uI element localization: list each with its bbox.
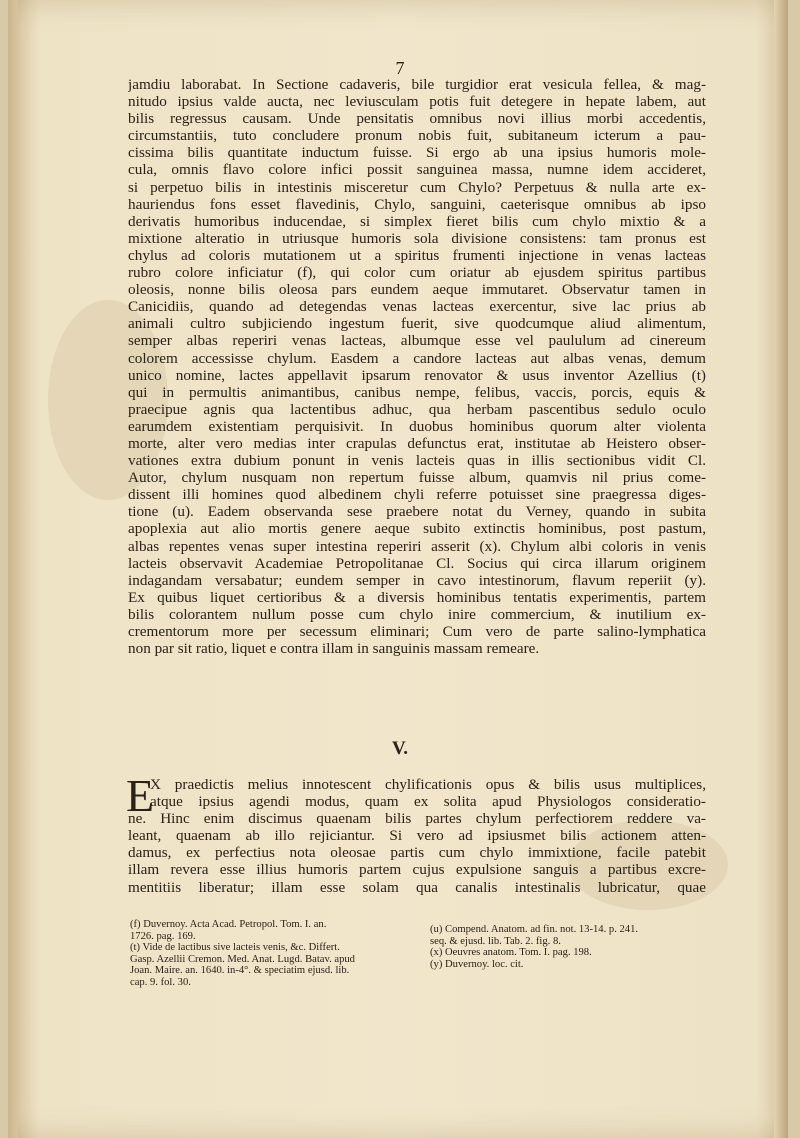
footnote-line: 1726. pag. 169. — [130, 930, 196, 942]
footnote-line: cap. 9. fol. 30. — [130, 976, 191, 988]
text-line: derivatis humoribus inducendae, si simplex fieret bilis cum chylo mixtio & a — [128, 212, 706, 230]
text-line: atque ipsius agendi modus, quam ex solita apud Physiologos consideratio- — [150, 793, 706, 811]
text-line: nitudo ipsius valde aucta, nec leviusculam potis fuit detegere in hepate labem, aut — [128, 93, 706, 111]
text-line: damus, ex perfectius nota oleosae partis cum chylo immixtione, facile patebit — [128, 844, 706, 862]
text-line: Ex quibus liquet certioribus & a diversis hominibus tentatis experimentis, partem — [128, 588, 706, 606]
footnote-line: seq. & ejusd. lib. Tab. 2. fig. 8. — [430, 935, 561, 947]
text-line: oleosis, nonne bilis oleosa pars eundem aeque immutaret. Observatur tamen in — [128, 281, 706, 299]
text-line: dissent illi homines quod albedinem chyli referre potuisset sine praegressa diges- — [128, 486, 706, 504]
text-line: albas repentes venas super intestina reperiri asserit (x). Chylum albi coloris in venis — [128, 537, 706, 555]
text-line: ne. Hinc enim discimus quaenam bilis partes chylum perfectiorem reddere va- — [128, 810, 706, 828]
text-line: earumdem existentiam perquisivit. In duobus hominibus quorum alter violenta — [128, 417, 706, 435]
footnote-line: (x) Oeuvres anatom. Tom. I. pag. 198. — [430, 947, 592, 959]
footnote-line: (f) Duvernoy. Acta Acad. Petropol. Tom. I. an. — [130, 919, 327, 930]
text-line: bilis colorantem nullum posse cum chylo inire commercium, & inutilium ex- — [128, 605, 706, 623]
text-line: crementorum more per secessum eliminari; Cum vero de parte salino-lymphatica — [128, 623, 706, 640]
text-line: semper albas reperiri venas lacteas, albumque esse vel paululum ad cinereum — [128, 332, 706, 350]
footnote-line: Joan. Maire. an. 1640. in-4°. & speciatim ejusd. lib. — [130, 965, 350, 977]
body-text — [128, 76, 706, 657]
text-line: si perpetuo bilis in intestinis misceretur cum Chylo? Perpetuus & nulla arte ex- — [128, 178, 706, 196]
text-line: tione (u). Eadem observanda sese praebere notat du Verney, quando in subita — [128, 503, 706, 521]
text-line: leant, quaenam ab illo rejiciantur. Si vero ad ipsiusmet bilis actionem atten- — [128, 827, 706, 845]
text-line: cula, omnis flavo colore infici possit sanguinea massa, numne idem accideret, — [128, 161, 706, 179]
footnote-line: (t) Vide de lactibus sive lacteis venis, &c. Differt. — [130, 942, 340, 954]
text-line: mixtione alteratio in utriusque humoris sola divisione consistens: tam pronus est — [128, 229, 706, 247]
footnotes-right — [430, 924, 708, 970]
page-number: 7 — [395, 58, 405, 78]
text-line: illam revera esse illius humoris partem cujus expulsione sanguis a partibus excre- — [128, 861, 706, 879]
text-line: unico nomine, lactes appellavit ipsarum renovator & usus inventor Azellius (t) — [128, 366, 706, 384]
text-line: bilis regressus causam. Unde pensitatis omnibus novi illius morbi accedentis, — [128, 110, 706, 128]
text-line: mentitiis liberatur; illam esse solam qua canalis intestinalis lubricatur, quae — [128, 878, 706, 896]
footnote-line: Gasp. Azellii Cremon. Med. Anat. Lugd. Batav. apud — [130, 953, 355, 965]
text-line: animali cultro subjiciendo ingestum fuerit, sive quodcumque aliud alimentum, — [128, 315, 706, 333]
text-line: chylus ad coloris mutationem ut a spiritus frumenti injectione in venas lacteas — [128, 246, 706, 264]
text-line: X praedictis melius innotescent chylificationis opus & bilis usus multiplices, — [150, 776, 706, 793]
text-line: circumstantiis, tuto concludere pronum nobis fuit, subitaneum icterum a pau- — [128, 127, 706, 145]
drop-cap: E — [126, 770, 155, 821]
footnotes-left — [130, 919, 402, 989]
section-text — [126, 770, 706, 896]
text-line: colorem accessisse chylum. Easdem a candore lacteas aut albas venas, demum — [128, 349, 706, 367]
page-gutter-left — [8, 0, 18, 1138]
text-line: indagandam versabatur; eundem semper in cavo intestinorum, flavum reperiit (y). — [128, 571, 706, 589]
text-line: rubro colore inficiatur (f), qui color cum oriatur ab ejusdem spiritus partibus — [128, 264, 706, 282]
text-line: hauriendus fons esset flavedinis, Chylo, sanguini, caeterisque omnibus ab ipso — [128, 195, 706, 213]
text-line: non par sit ratio, liquet e contra illam in sanguinis massam remeare. — [128, 640, 540, 658]
footnote-line: (y) Duvernoy. loc. cit. — [430, 958, 524, 970]
text-line: apoplexia aut alio mortis genere aeque subito extinctis hominibus, post pastum, — [128, 520, 706, 538]
footnote-line: (u) Compend. Anatom. ad fin. not. 13-14. p. 241. — [430, 924, 639, 935]
text-line: Autor, chylum nusquam non repertum fuisse album, quamvis nil prius come- — [128, 469, 706, 487]
text-line: morte, alter vero medias inter crapulas defunctus erat, institutae ab Heistero obser- — [128, 434, 706, 452]
text-line: praecipue agnis qua lactentibus adhuc, qua herbam pascentibus sedulo oculo — [128, 400, 706, 418]
text-line: vationes extra dubium ponunt in venis lacteis quas in illis sectionibus vidit Cl. — [128, 452, 706, 470]
text-line: Canicidiis, quando ad detegendas venas lacteas exercentur, sive lac prius ab — [128, 298, 706, 316]
text-line: cissima bilis quantitate inductum fuisse. Si ergo ab una ipsius humoris mole- — [128, 144, 706, 162]
text-line: jamdiu laborabat. In Sectione cadaveris, bile turgidior erat vesicula fellea, & mag- — [128, 76, 706, 93]
page-edge-right — [774, 0, 788, 1138]
section-heading: V. — [391, 738, 409, 759]
text-line: lacteis observavit Academiae Petropolitanae Cl. Socius qui circa illarum originem — [128, 554, 706, 572]
text-line: qui in permultis animantibus, canibus nempe, felibus, vaccis, porcis, equis & — [128, 383, 706, 401]
